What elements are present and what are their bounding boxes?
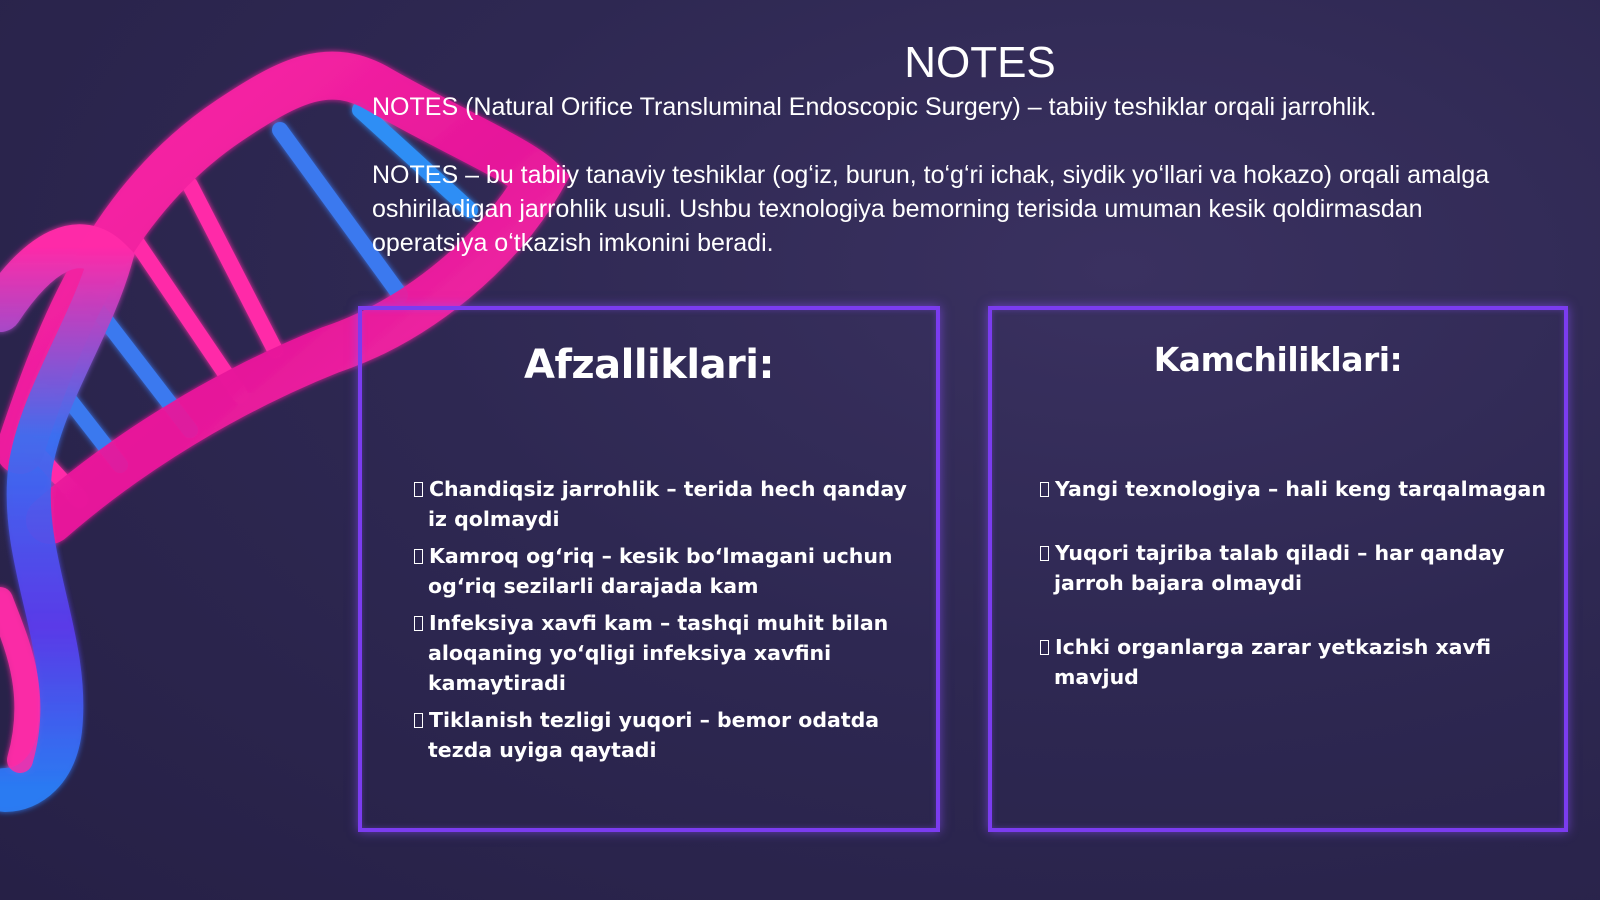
disadvantages-heading: Kamchiliklari:	[1153, 340, 1403, 379]
slide-subtitle: NOTES (Natural Orifice Transluminal Endoscopic Surgery) – tabiiy teshiklar orqali jarrohlik.	[372, 93, 1377, 121]
bullet-box-icon	[414, 549, 423, 564]
slide-description: NOTES – bu tabiiy tanaviy teshiklar (ogʻiz, burun, toʻgʻri ichak, siydik yoʻllari va hokazo) orqali amalga oshiriladigan jarrohlik usuli. Ushbu texnologiya bemorning terisida umuman kesik qoldirmasdan operatsiya oʻtkazish imkonini beradi.	[372, 161, 1490, 257]
bullet-box-icon	[1040, 546, 1049, 561]
list-item-text: Infeksiya xavfi kam – tashqi muhit bilan aloqaning yoʻqligi infeksiya xavfini kamaytiradi	[428, 611, 889, 695]
bullet-box-icon	[414, 616, 423, 631]
list-item	[402, 608, 912, 698]
advantages-panel	[358, 306, 940, 832]
advantages-heading: Afzalliklari:	[523, 342, 774, 388]
page-title: NOTES	[904, 38, 1056, 87]
list-item	[402, 474, 912, 534]
list-item-text: Yangi texnologiya – hali keng tarqalmagan	[1055, 477, 1546, 501]
disadvantages-panel	[988, 306, 1568, 832]
list-item-text: Ichki organlarga zarar yetkazish xavfi mavjud	[1054, 635, 1492, 689]
list-item	[1028, 538, 1558, 598]
bullet-box-icon	[414, 482, 423, 497]
list-item	[402, 541, 912, 601]
bullet-box-icon	[1040, 482, 1049, 497]
list-item	[1028, 632, 1558, 692]
list-item-text: Yuqori tajriba talab qiladi – har qanday jarroh bajara olmaydi	[1054, 541, 1505, 595]
list-item-text: Tiklanish tezligi yuqori – bemor odatda tezda uyiga qaytadi	[428, 708, 880, 762]
advantages-list	[402, 474, 912, 772]
disadvantages-list	[1028, 474, 1558, 726]
list-item	[1028, 474, 1558, 504]
list-item	[402, 705, 912, 765]
list-item-text: Chandiqsiz jarrohlik – terida hech qanday iz qolmaydi	[428, 477, 907, 531]
list-item-text: Kamroq ogʻriq – kesik boʻlmagani uchun ogʻriq sezilarli darajada kam	[428, 544, 893, 598]
bullet-box-icon	[1040, 640, 1049, 655]
bullet-box-icon	[414, 713, 423, 728]
